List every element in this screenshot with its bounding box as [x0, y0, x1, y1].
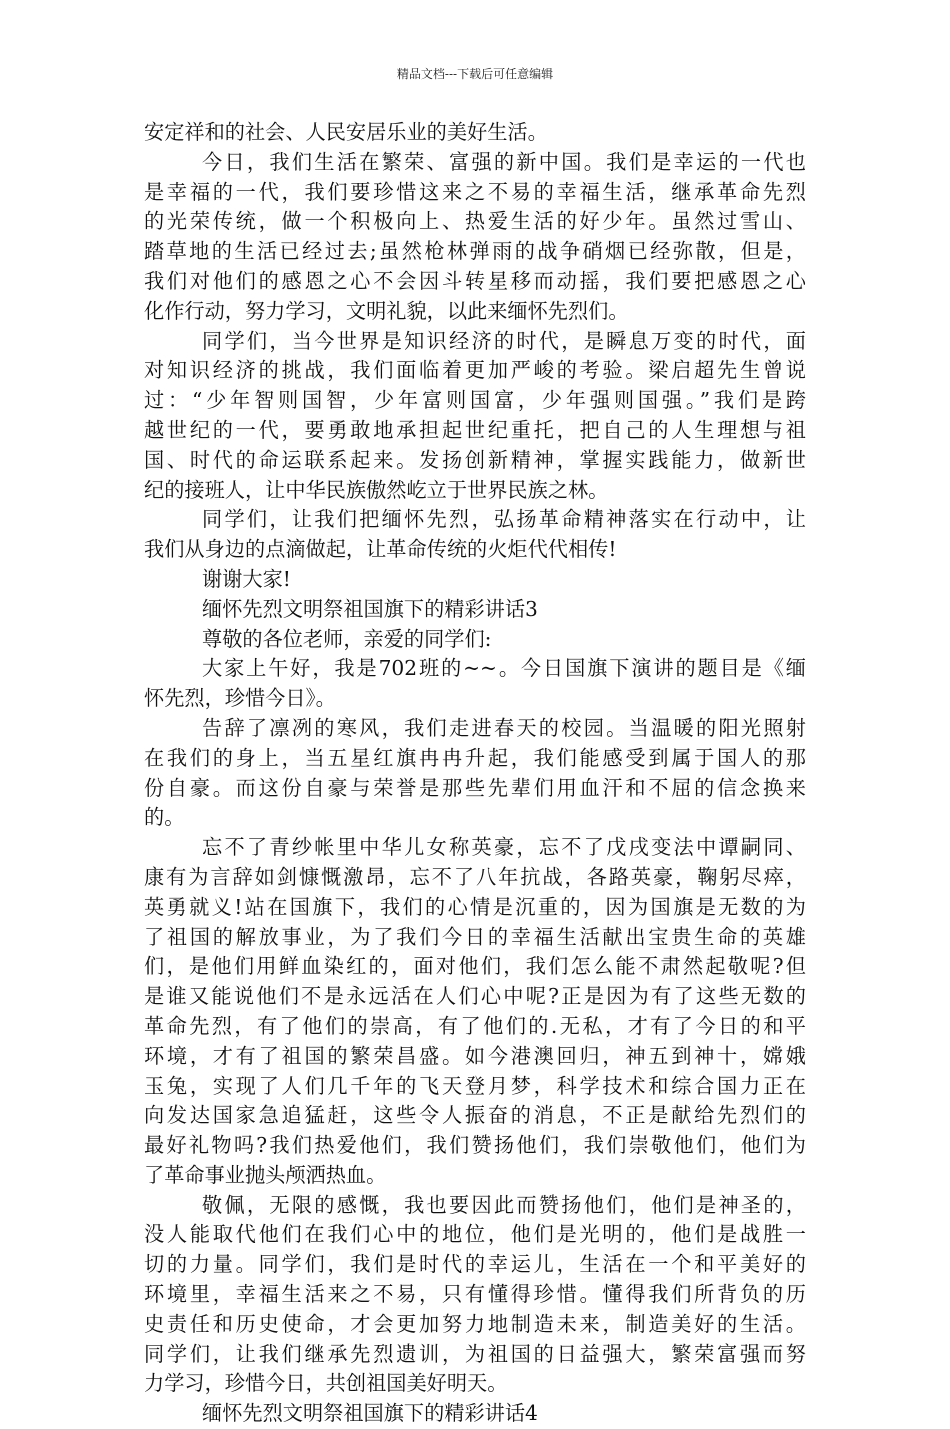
text-line: 越世纪的一代，要勇敢地承担起世纪重托，把自己的人生理想与祖	[144, 417, 806, 442]
page-header: 精品文档---下载后可任意编辑	[396, 67, 554, 81]
text-line: 了革命事业抛头颅洒热血。	[144, 1162, 387, 1187]
text-line: 最好礼物吗?我们热爱他们，我们赞扬他们，我们崇敬他们，他们为	[144, 1133, 806, 1158]
document-body	[144, 118, 806, 1429]
text-line: 我们对他们的感恩之心不会因斗转星移而动摇，我们要把感恩之心	[144, 268, 806, 293]
text-line: 踏草地的生活已经过去;虽然枪林弹雨的战争硝烟已经弥散，但是，	[144, 239, 806, 264]
text-line: 的光荣传统，做一个积极向上、热爱生活的好少年。虽然过雪山、	[144, 209, 806, 234]
text-line: 过：“少年智则国智，少年富则国富，少年强则国强。”我们是跨	[144, 388, 806, 413]
text-line: 康有为言辞如剑慷慨激昂，忘不了八年抗战，各路英豪，鞠躬尽瘁，	[144, 864, 806, 889]
text-line: 份自豪。而这份自豪与荣誉是那些先辈们用血汗和不屈的信念换来	[144, 775, 806, 800]
text-line: 是谁又能说他们不是永远活在人们心中呢?正是因为有了这些无数的	[144, 984, 806, 1009]
text-line: 怀先烈，珍惜今日》。	[144, 686, 336, 711]
text-line: 同学们，当今世界是知识经济的时代，是瞬息万变的时代，面	[202, 328, 806, 353]
text-line: 革命先烈，有了他们的崇高，有了他们的.无私，才有了今日的和平	[144, 1013, 806, 1038]
text-line: 今日，我们生活在繁荣、富强的新中国。我们是幸运的一代也	[202, 149, 806, 174]
text-line: 敬佩，无限的感慨，我也要因此而赞扬他们，他们是神圣的，	[202, 1192, 806, 1217]
text-line: 向发达国家急追猛赶，这些令人振奋的消息，不正是献给先烈们的	[144, 1103, 806, 1128]
text-line: 国、时代的命运联系起来。发扬创新精神，掌握实践能力，做新世	[144, 447, 806, 472]
text-line: 切的力量。同学们，我们是时代的幸运儿，生活在一个和平美好的	[144, 1252, 806, 1277]
text-line: 缅怀先烈文明祭祖国旗下的精彩讲话3	[202, 596, 538, 621]
text-line: 我们从身边的点滴做起，让革命传统的火炬代代相传!	[144, 537, 617, 562]
text-line: 环境，才有了祖国的繁荣昌盛。如今港澳回归，神五到神十，嫦娥	[144, 1043, 806, 1068]
text-line: 大家上午好，我是702班的~~。今日国旗下演讲的题目是《缅	[202, 656, 806, 681]
text-line: 同学们，让我们把缅怀先烈，弘扬革命精神落实在行动中，让	[202, 507, 806, 532]
text-line: 忘不了青纱帐里中华儿女称英豪，忘不了戊戌变法中谭嗣同、	[202, 835, 806, 860]
text-line: 玉兔，实现了人们几千年的飞天登月梦，科学技术和综合国力正在	[144, 1073, 806, 1098]
text-line: 了祖国的解放事业，为了我们今日的幸福生活献出宝贵生命的英雄	[144, 924, 806, 949]
text-line: 安定祥和的社会、人民安居乐业的美好生活。	[144, 120, 548, 144]
text-line: 力学习，珍惜今日，共创祖国美好明天。	[144, 1371, 508, 1396]
text-line: 英勇就义!站在国旗下，我们的心情是沉重的，因为国旗是无数的为	[144, 894, 806, 919]
text-line: 的。	[144, 805, 185, 830]
text-line: 谢谢大家!	[202, 566, 291, 591]
text-line: 史责任和历史使命，才会更加努力地制造未来，制造美好的生活。	[144, 1311, 806, 1336]
text-line: 环境里，幸福生活来之不易，只有懂得珍惜。懂得我们所背负的历	[144, 1282, 806, 1307]
text-line: 纪的接班人，让中华民族傲然屹立于世界民族之林。	[144, 477, 609, 502]
text-line: 告辞了凛冽的寒风，我们走进春天的校园。当温暖的阳光照射	[202, 715, 806, 740]
text-line: 在我们的身上，当五星红旗冉冉升起，我们能感受到属于国人的那	[144, 745, 806, 770]
text-line: 缅怀先烈文明祭祖国旗下的精彩讲话4	[202, 1401, 538, 1426]
text-line: 化作行动，努力学习，文明礼貌，以此来缅怀先烈们。	[144, 298, 629, 323]
text-line: 同学们，让我们继承先烈遗训，为祖国的日益强大，繁荣富强而努	[144, 1341, 806, 1366]
text-line: 对知识经济的挑战，我们面临着更加严峻的考验。梁启超先生曾说	[144, 358, 806, 383]
text-line: 们，是他们用鲜血染红的，面对他们，我们怎么能不肃然起敬呢?但	[144, 954, 806, 979]
text-line: 是幸福的一代，我们要珍惜这来之不易的幸福生活，继承革命先烈	[144, 179, 806, 204]
text-line: 没人能取代他们在我们心中的地位，他们是光明的，他们是战胜一	[144, 1222, 806, 1247]
text-line: 尊敬的各位老师，亲爱的同学们:	[202, 626, 492, 651]
